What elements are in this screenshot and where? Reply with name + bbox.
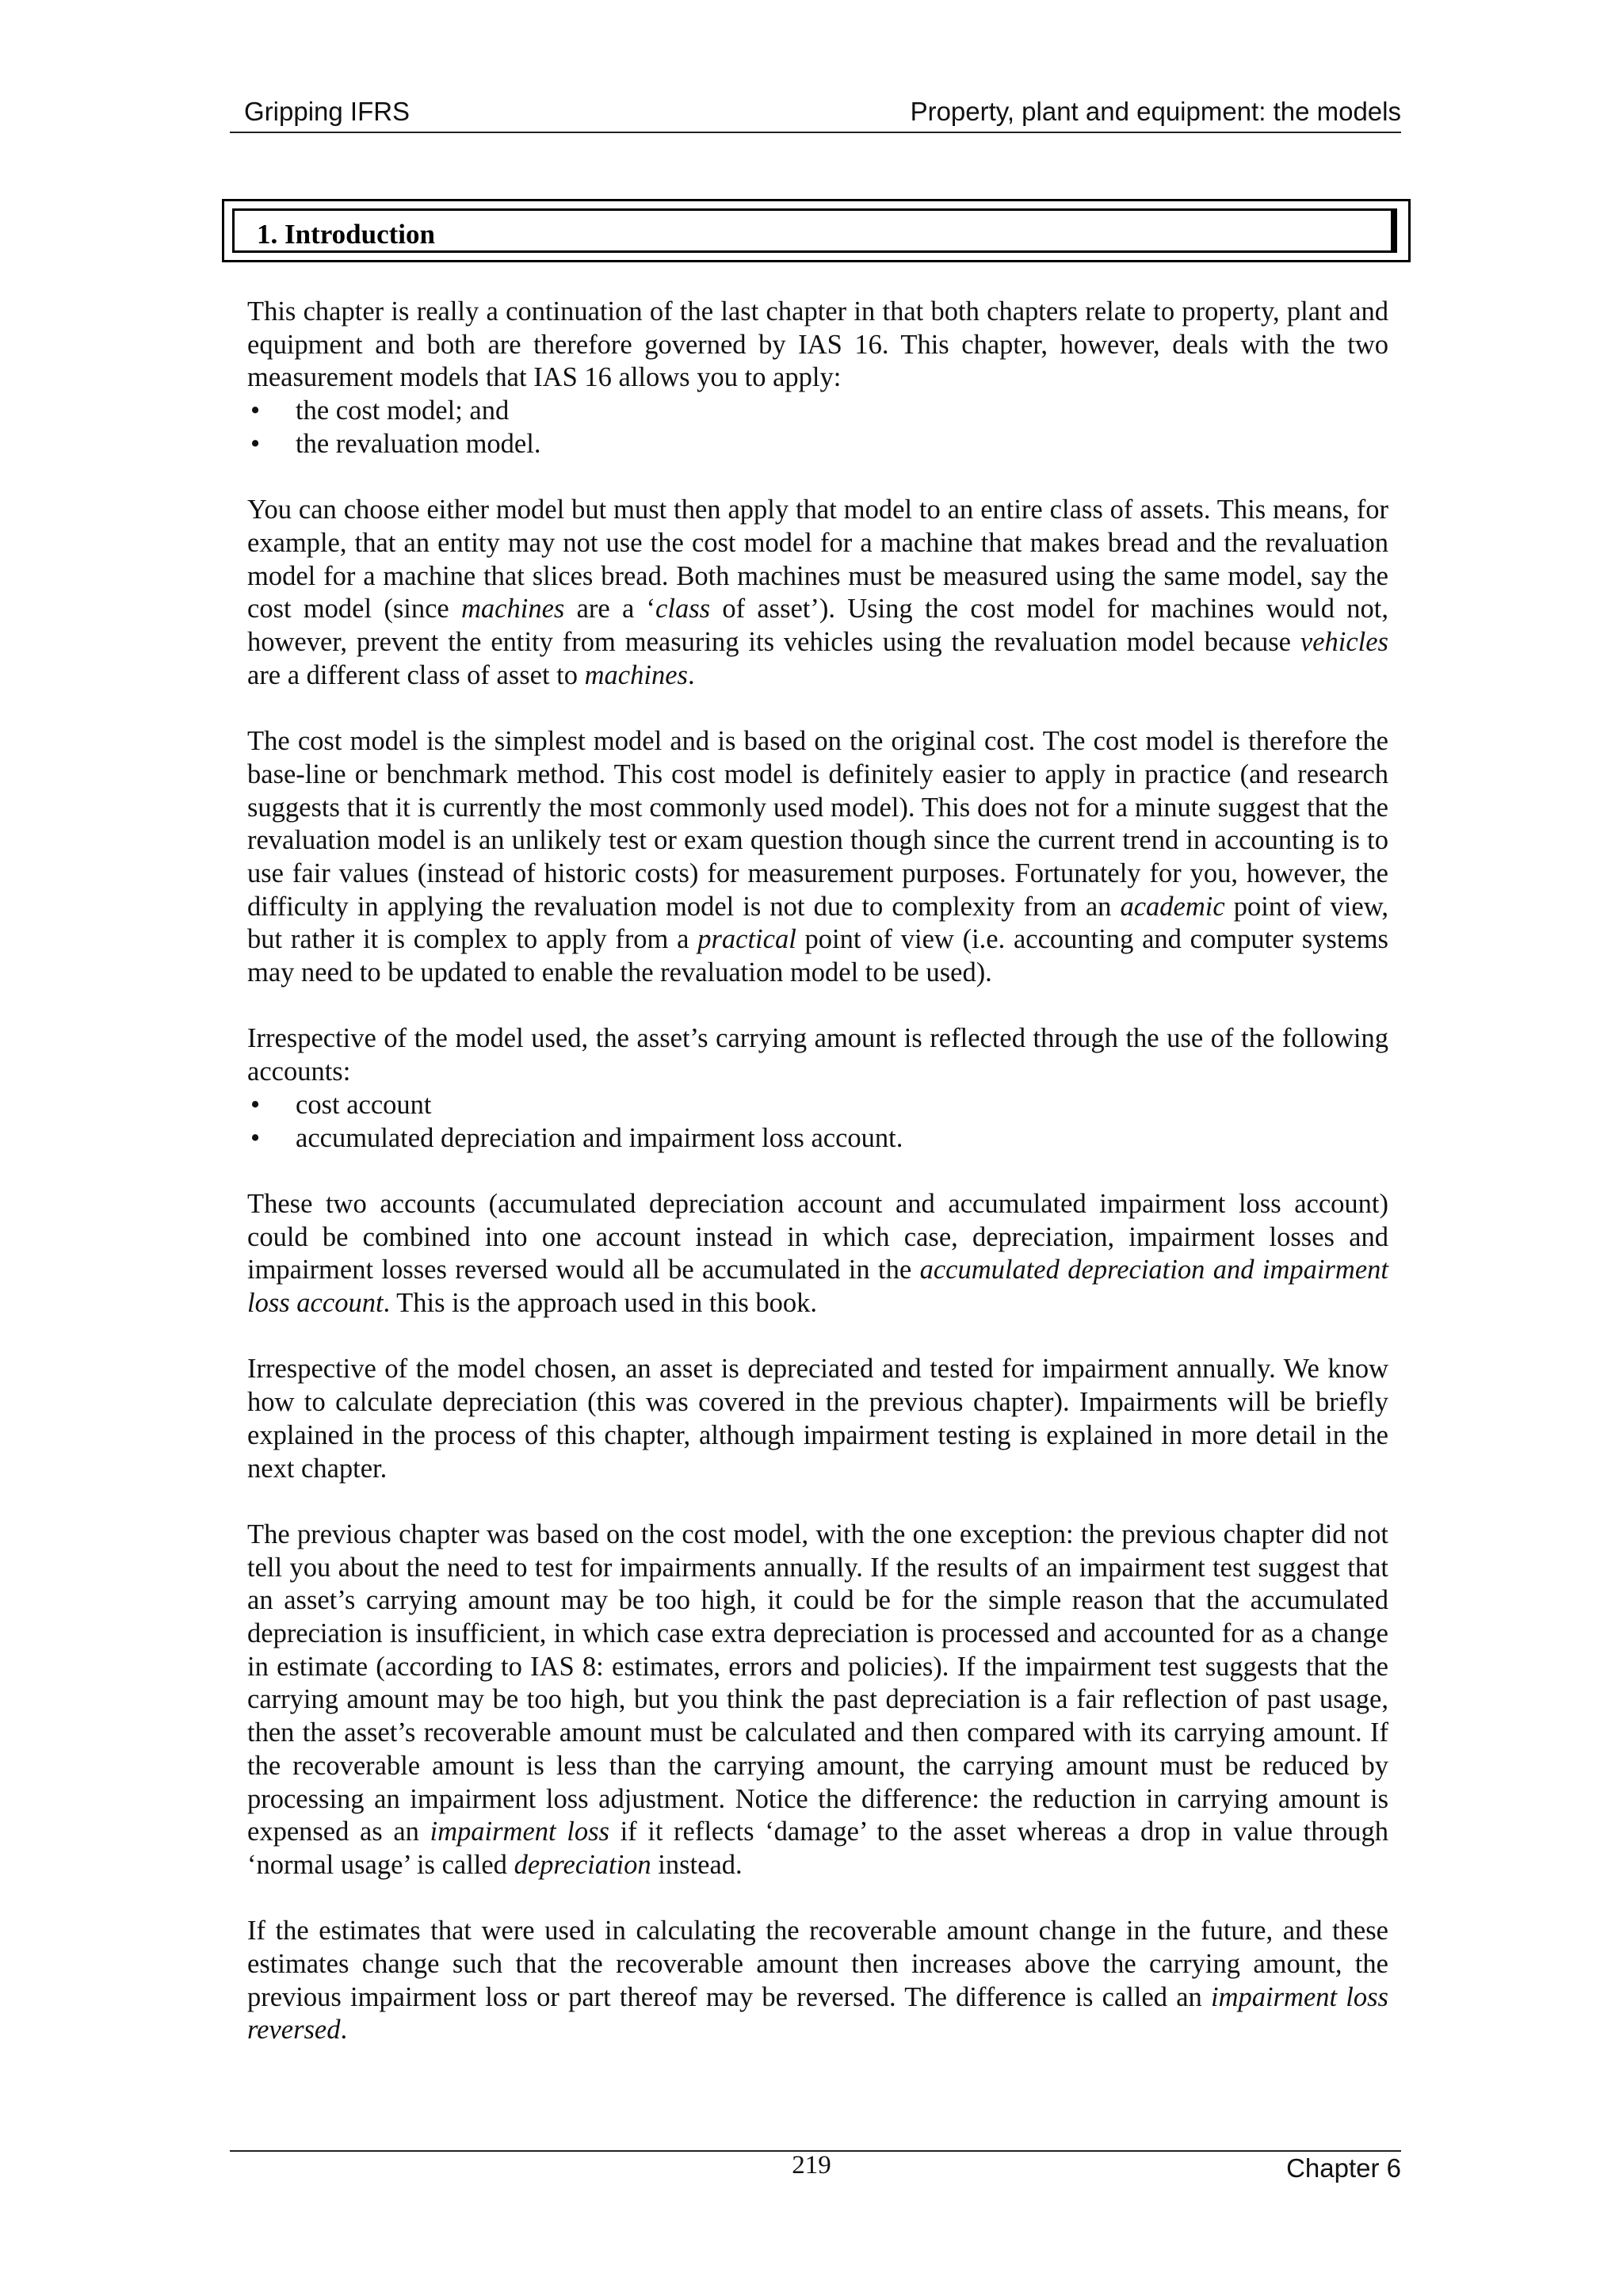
paragraph: This chapter is really a continuation of the last chapter in that both chapters relate to property, plant and equipment and both are therefore governed by IAS 16. This chapter, however, deals with the two measurement models that IAS 16 allows you to apply: <box>247 296 1388 393</box>
paragraph: You can choose either model but must then apply that model to an entire class of assets. This means, for example, that an entity may not use the cost model for a machine that makes bread and the revaluation model for a machine that slices bread. Both machines must be measured using the same model, say the cost model (since machines are a ‘class of asset’). Using the cost model for machines would not, however, prevent the entity from measuring its vehicles using the revaluation model because vehicles are a different class of asset to machines. <box>247 495 1388 690</box>
running-header <box>230 97 1401 132</box>
page-number: 219 <box>792 2151 831 2179</box>
paragraph: The previous chapter was based on the cost model, with the one exception: the previous chapter did not tell you about the need to test for impairments annually. If the results of an impairment test suggest that an asset’s carrying amount may be too high, it could be for the simple reason that the accumulated depreciation is insufficient, in which case extra depreciation is processed and accounted for as a change in estimate (according to IAS 8: estimates, errors and policies). If the impairment test suggests that the carrying amount may be too high, but you think the past depreciation is a fair reflection of past usage, then the asset’s recoverable amount must be calculated and then compared with its carrying amount. If the recoverable amount is less than the carrying amount, the carrying amount must be reduced by processing an impairment loss adjustment. Notice the difference: the reduction in carrying amount is expensed as an impairment loss if it reflects ‘damage’ to the asset whereas a drop in value through ‘normal usage’ is called depreciation instead. <box>247 1519 1388 1880</box>
footer-chapter-label: Chapter 6 <box>1286 2153 1401 2183</box>
body-text <box>247 296 1388 2080</box>
list-item: • accumulated depreciation and impairment loss account. <box>247 1122 1388 1156</box>
paragraph: If the estimates that were used in calculating the recoverable amount change in the future, and these estimates change such that the recoverable amount then increases above the carrying amount, the previous impairment loss or part thereof may be reversed. The difference is called an impairment loss reversed. <box>247 1916 1388 2046</box>
header-book-title: Gripping IFRS <box>244 97 411 126</box>
list-item: • the cost model; and <box>247 395 1388 428</box>
bullet-list-models <box>247 395 1388 460</box>
header-rule <box>230 132 1401 133</box>
bullet-list-accounts <box>247 1089 1388 1155</box>
section-heading-inner-frame <box>232 208 1397 253</box>
header-chapter-title: Property, plant and equipment: the models <box>910 97 1401 126</box>
section-heading-box <box>222 199 1411 262</box>
paragraph: Irrespective of the model used, the asset’s carrying amount is reflected through the use of the following accounts: <box>247 1023 1388 1087</box>
list-item: • the revaluation model. <box>247 428 1388 461</box>
paragraph: These two accounts (accumulated depreciation account and accumulated impairment loss account) could be combined into one account instead in which case, depreciation, impairment losses and impairment losses reversed would all be accumulated in the accumulated depreciation and impairment loss account. This is the approach used in this book. <box>247 1188 1388 1319</box>
section-title: 1. Introduction <box>257 219 435 250</box>
list-item: • cost account <box>247 1089 1388 1122</box>
paragraph: Irrespective of the model chosen, an asset is depreciated and tested for impairment annually. We know how to calculate depreciation (this was covered in the previous chapter). Impairments will be briefly explained in the process of this chapter, although impairment testing is explained in more detail in the next chapter. <box>247 1354 1388 1484</box>
paragraph: The cost model is the simplest model and is based on the original cost. The cost model is therefore the base-line or benchmark method. This cost model is definitely easier to apply in practice (and research suggests that it is currently the most commonly used model). This does not for a minute suggest that the revaluation model is an unlikely test or exam question though since the current trend in accounting is to use fair values (instead of historic costs) for measurement purposes. Fortunately for you, however, the difficulty in applying the revaluation model is not due to complexity from an academic point of view, but rather it is complex to apply from a practical point of view (i.e. accounting and computer systems may need to be updated to enable the revaluation model to be used). <box>247 726 1389 988</box>
